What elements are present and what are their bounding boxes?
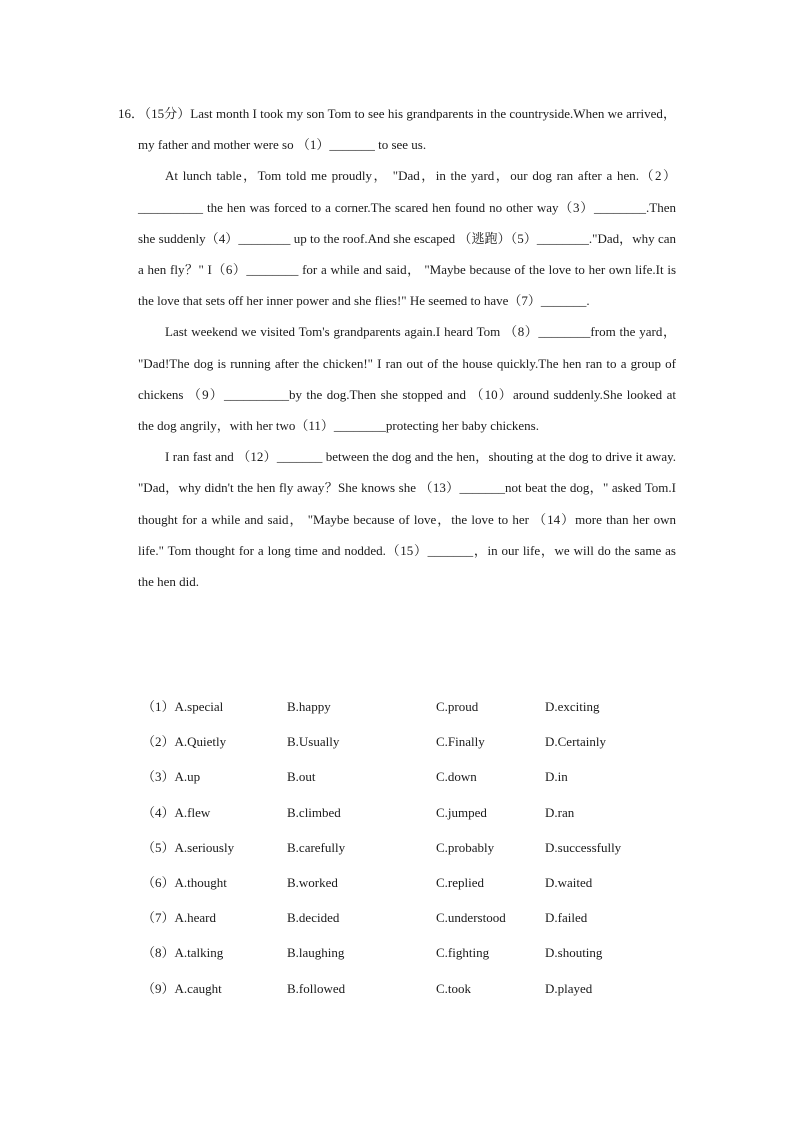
option-b[interactable]: B.laughing	[287, 945, 345, 961]
option-c[interactable]: C.Finally	[436, 734, 485, 750]
option-a[interactable]: （5）A.seriously	[142, 839, 235, 855]
option-c[interactable]: C.fighting	[436, 945, 490, 961]
option-b[interactable]: B.climbed	[287, 804, 341, 820]
option-a[interactable]: （8）A.talking	[142, 945, 224, 961]
option-row	[142, 728, 662, 763]
option-row	[142, 763, 662, 798]
option-row	[142, 834, 662, 869]
cloze-passage	[118, 98, 676, 597]
answer-options	[142, 693, 662, 1010]
option-b[interactable]: B.followed	[287, 980, 346, 996]
option-c[interactable]: C.down	[436, 769, 477, 785]
option-d[interactable]: D.ran	[545, 804, 575, 820]
option-row	[142, 693, 662, 728]
option-c[interactable]: C.understood	[436, 910, 506, 926]
option-c[interactable]: C.jumped	[436, 804, 487, 820]
option-d[interactable]: D.waited	[545, 874, 593, 890]
paragraph-text: （15分）Last month I took my son Tom to see his grandparents in the countryside.When we arrived，my father and mother were so （1）_______ to see us.	[138, 106, 676, 153]
option-a[interactable]: （9）A.caught	[142, 980, 222, 996]
option-c[interactable]: C.probably	[436, 839, 495, 855]
option-d[interactable]: D.played	[545, 980, 593, 996]
option-row	[142, 869, 662, 904]
option-d[interactable]: D.exciting	[545, 699, 600, 714]
option-a[interactable]: （3）A.up	[142, 769, 201, 785]
passage-paragraph-1	[118, 98, 676, 160]
question-number: 16．	[118, 106, 145, 121]
passage-paragraph-4: I ran fast and （12）_______ between the dog and the hen，shouting at the dog to drive it away. "Dad，why didn't the hen fly away？She knows she （13）_______not beat the dog，" asked Tom.I thought for a while and said， "Maybe because of love，the love to her （14）more than her own life." Tom thought for a long time and nodded.（15）_______，in our life，we will do the same as the hen did.	[138, 449, 676, 590]
option-a[interactable]: （2）A.Quietly	[142, 734, 227, 750]
option-a[interactable]: （6）A.thought	[142, 874, 227, 890]
option-d[interactable]: D.successfully	[545, 839, 622, 855]
option-row	[142, 975, 662, 1010]
option-c[interactable]: C.proud	[436, 699, 479, 714]
option-a[interactable]: （7）A.heard	[142, 910, 217, 926]
passage-paragraph-3: Last weekend we visited Tom's grandparents again.I heard Tom （8）________from the yard， "Dad!The dog is running after the chicken!" I ran out of the house quickly.The hen ran to a group of chickens （9）__________by the dog.Then she stopped and （10）around suddenly.She looked at the dog angrily，with her two（11）________protecting her baby chickens.	[138, 324, 676, 434]
option-b[interactable]: B.worked	[287, 874, 338, 890]
option-d[interactable]: D.shouting	[545, 945, 603, 961]
option-row	[142, 799, 662, 834]
option-d[interactable]: D.failed	[545, 910, 588, 926]
option-b[interactable]: B.happy	[287, 699, 331, 714]
passage-paragraph-2: At lunch table，Tom told me proudly， "Dad，in the yard，our dog ran after a hen.（2）__________ the hen was forced to a corner.The scared hen found no other way（3）________.Then she suddenly（4）________ up to the roof.And she escaped （逃跑）（5）________."Dad，why can a hen fly？" I（6）________ for a while and said， "Maybe because of the love to her own life.It is the love that sets off her inner power and she flies!" He seemed to have（7）_______.	[138, 168, 676, 309]
option-row	[142, 939, 662, 974]
option-b[interactable]: B.out	[287, 769, 316, 785]
option-b[interactable]: B.decided	[287, 910, 340, 926]
option-d[interactable]: D.Certainly	[545, 734, 607, 750]
option-b[interactable]: B.carefully	[287, 839, 346, 855]
option-b[interactable]: B.Usually	[287, 734, 340, 750]
option-c[interactable]: C.took	[436, 980, 472, 996]
option-row	[142, 904, 662, 939]
option-a[interactable]: （4）A.flew	[142, 804, 211, 820]
option-c[interactable]: C.replied	[436, 874, 485, 890]
option-d[interactable]: D.in	[545, 769, 568, 785]
option-a[interactable]: （1）A.special	[142, 699, 224, 714]
